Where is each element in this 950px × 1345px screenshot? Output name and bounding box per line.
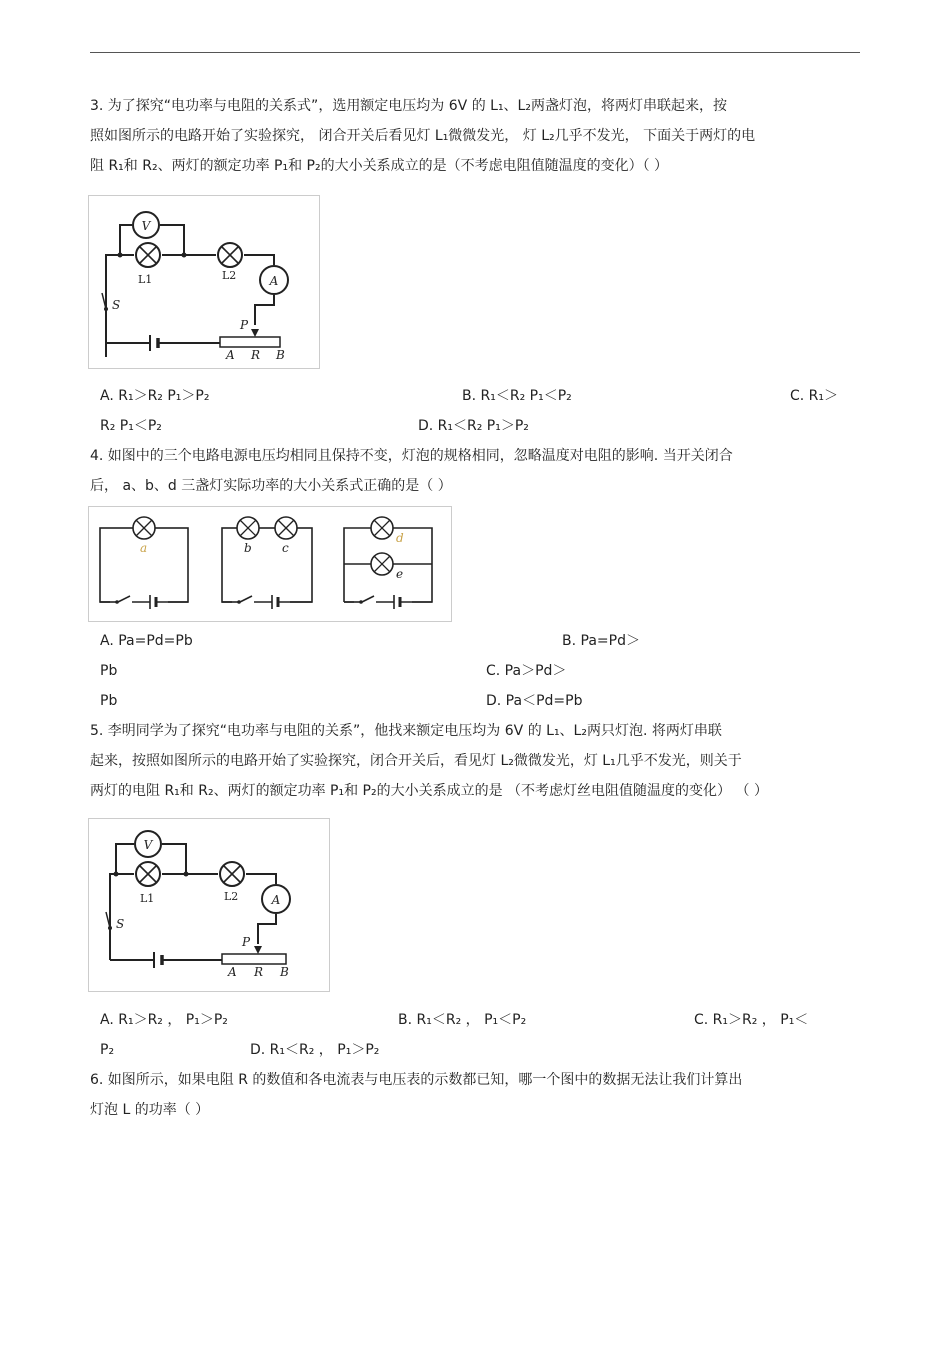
slider-label: P: [242, 935, 251, 949]
lamp-a-label: a: [140, 541, 148, 555]
ammeter-label: A: [269, 274, 279, 288]
q4-option-c[interactable]: C. Pa＞Pd＞: [486, 663, 567, 679]
q4-option-b[interactable]: B. Pa=Pd＞: [562, 633, 640, 649]
end-b-label: B: [280, 965, 289, 979]
resistor-label: R: [251, 348, 261, 362]
q4-option-d[interactable]: D. Pa＜Pd=Pb: [486, 693, 583, 709]
end-a-label: A: [228, 965, 237, 979]
q5-line-3: 两灯的电阻 R₁和 R₂、两灯的额定功率 P₁和 P₂的大小关系成立的是 （不考虑灯丝电阻值随温度的变化） （ ）: [90, 783, 768, 799]
end-b-label: B: [276, 348, 285, 362]
q3-line-3: 阻 R₁和 R₂、两灯的额定功率 P₁和 P₂的大小关系成立的是（不考虑电阻值随温度的变化）（ ）: [90, 158, 669, 174]
voltmeter-label: V: [143, 838, 153, 852]
q5-option-c[interactable]: C. R₁＞R₂ ， P₁＜: [694, 1012, 809, 1028]
q3-line-1: 3. 为了探究“电功率与电阻的关系式”，选用额定电压均为 6V 的 L₁、L₂两盏灯泡，将两灯串联起来，按: [90, 98, 727, 114]
switch-label: S: [116, 917, 125, 931]
lamp-b-label: b: [244, 541, 252, 555]
q3-option-b[interactable]: B. R₁＜R₂ P₁＜P₂: [462, 388, 572, 404]
q5-option-d[interactable]: D. R₁＜R₂ ， P₁＞P₂: [250, 1042, 380, 1058]
q3-option-d[interactable]: D. R₁＜R₂ P₁＞P₂: [418, 418, 529, 434]
end-a-label: A: [226, 348, 235, 362]
voltmeter-label: V: [141, 219, 151, 233]
q3-circuit-figure: [88, 195, 320, 369]
q5-line-1: 5. 李明同学为了探究“电功率与电阻的关系”，他找来额定电压均为 6V 的 L₁、L₂两只灯泡. 将两灯串联: [90, 723, 722, 739]
q4-line-2: 后， a、b、d 三盏灯实际功率的大小关系式正确的是（ ）: [90, 478, 452, 494]
q4-option-a[interactable]: A. Pa=Pd=Pb: [100, 633, 193, 649]
lamp2-label: L2: [222, 269, 237, 282]
q3-option-c-cont: R₂ P₁＜P₂: [100, 418, 162, 434]
q5-line-2: 起来，按照如图所示的电路开始了实验探究，闭合开关后，看见灯 L₂微微发光，灯 L₁几乎不发光，则关于: [90, 753, 742, 769]
q3-line-2: 照如图所示的电路开始了实验探究， 闭合开关后看见灯 L₁微微发光， 灯 L₂几乎不发光， 下面关于两灯的电: [90, 128, 756, 144]
q4-three-circuits-figure: [88, 506, 452, 622]
q6-line-1: 6. 如图所示，如果电阻 R 的数值和各电流表与电压表的示数都已知，哪一个图中的数据无法让我们计算出: [90, 1072, 743, 1088]
lamp-e-label: e: [396, 567, 404, 581]
q4-line-1: 4. 如图中的三个电路电源电压均相同且保持不变，灯泡的规格相同，忽略温度对电阻的影响. 当开关闭合: [90, 448, 733, 464]
lamp-c-label: c: [282, 541, 289, 555]
q5-option-c-cont: P₂: [100, 1042, 115, 1058]
lamp1-label: L1: [140, 892, 155, 905]
slider-label: P: [240, 318, 249, 332]
lamp1-label: L1: [138, 273, 153, 286]
switch-label: S: [112, 298, 121, 312]
lamp-d-label: d: [396, 531, 404, 545]
lamp2-label: L2: [224, 890, 239, 903]
q6-line-2: 灯泡 L 的功率（ ）: [90, 1102, 210, 1118]
q5-option-b[interactable]: B. R₁＜R₂ ， P₁＜P₂: [398, 1012, 527, 1028]
q3-option-a[interactable]: A. R₁＞R₂ P₁＞P₂: [100, 388, 210, 404]
header-rule: [90, 52, 860, 53]
q4-option-c-cont: Pb: [100, 693, 118, 709]
rheostat-icon: [220, 337, 280, 347]
q3-option-c[interactable]: C. R₁＞: [790, 388, 839, 404]
resistor-label: R: [254, 965, 264, 979]
ammeter-label: A: [271, 893, 281, 907]
rheostat-icon: [222, 954, 286, 964]
q4-option-b-cont: Pb: [100, 663, 118, 679]
q5-circuit-figure: [88, 818, 330, 992]
q5-option-a[interactable]: A. R₁＞R₂ ， P₁＞P₂: [100, 1012, 228, 1028]
